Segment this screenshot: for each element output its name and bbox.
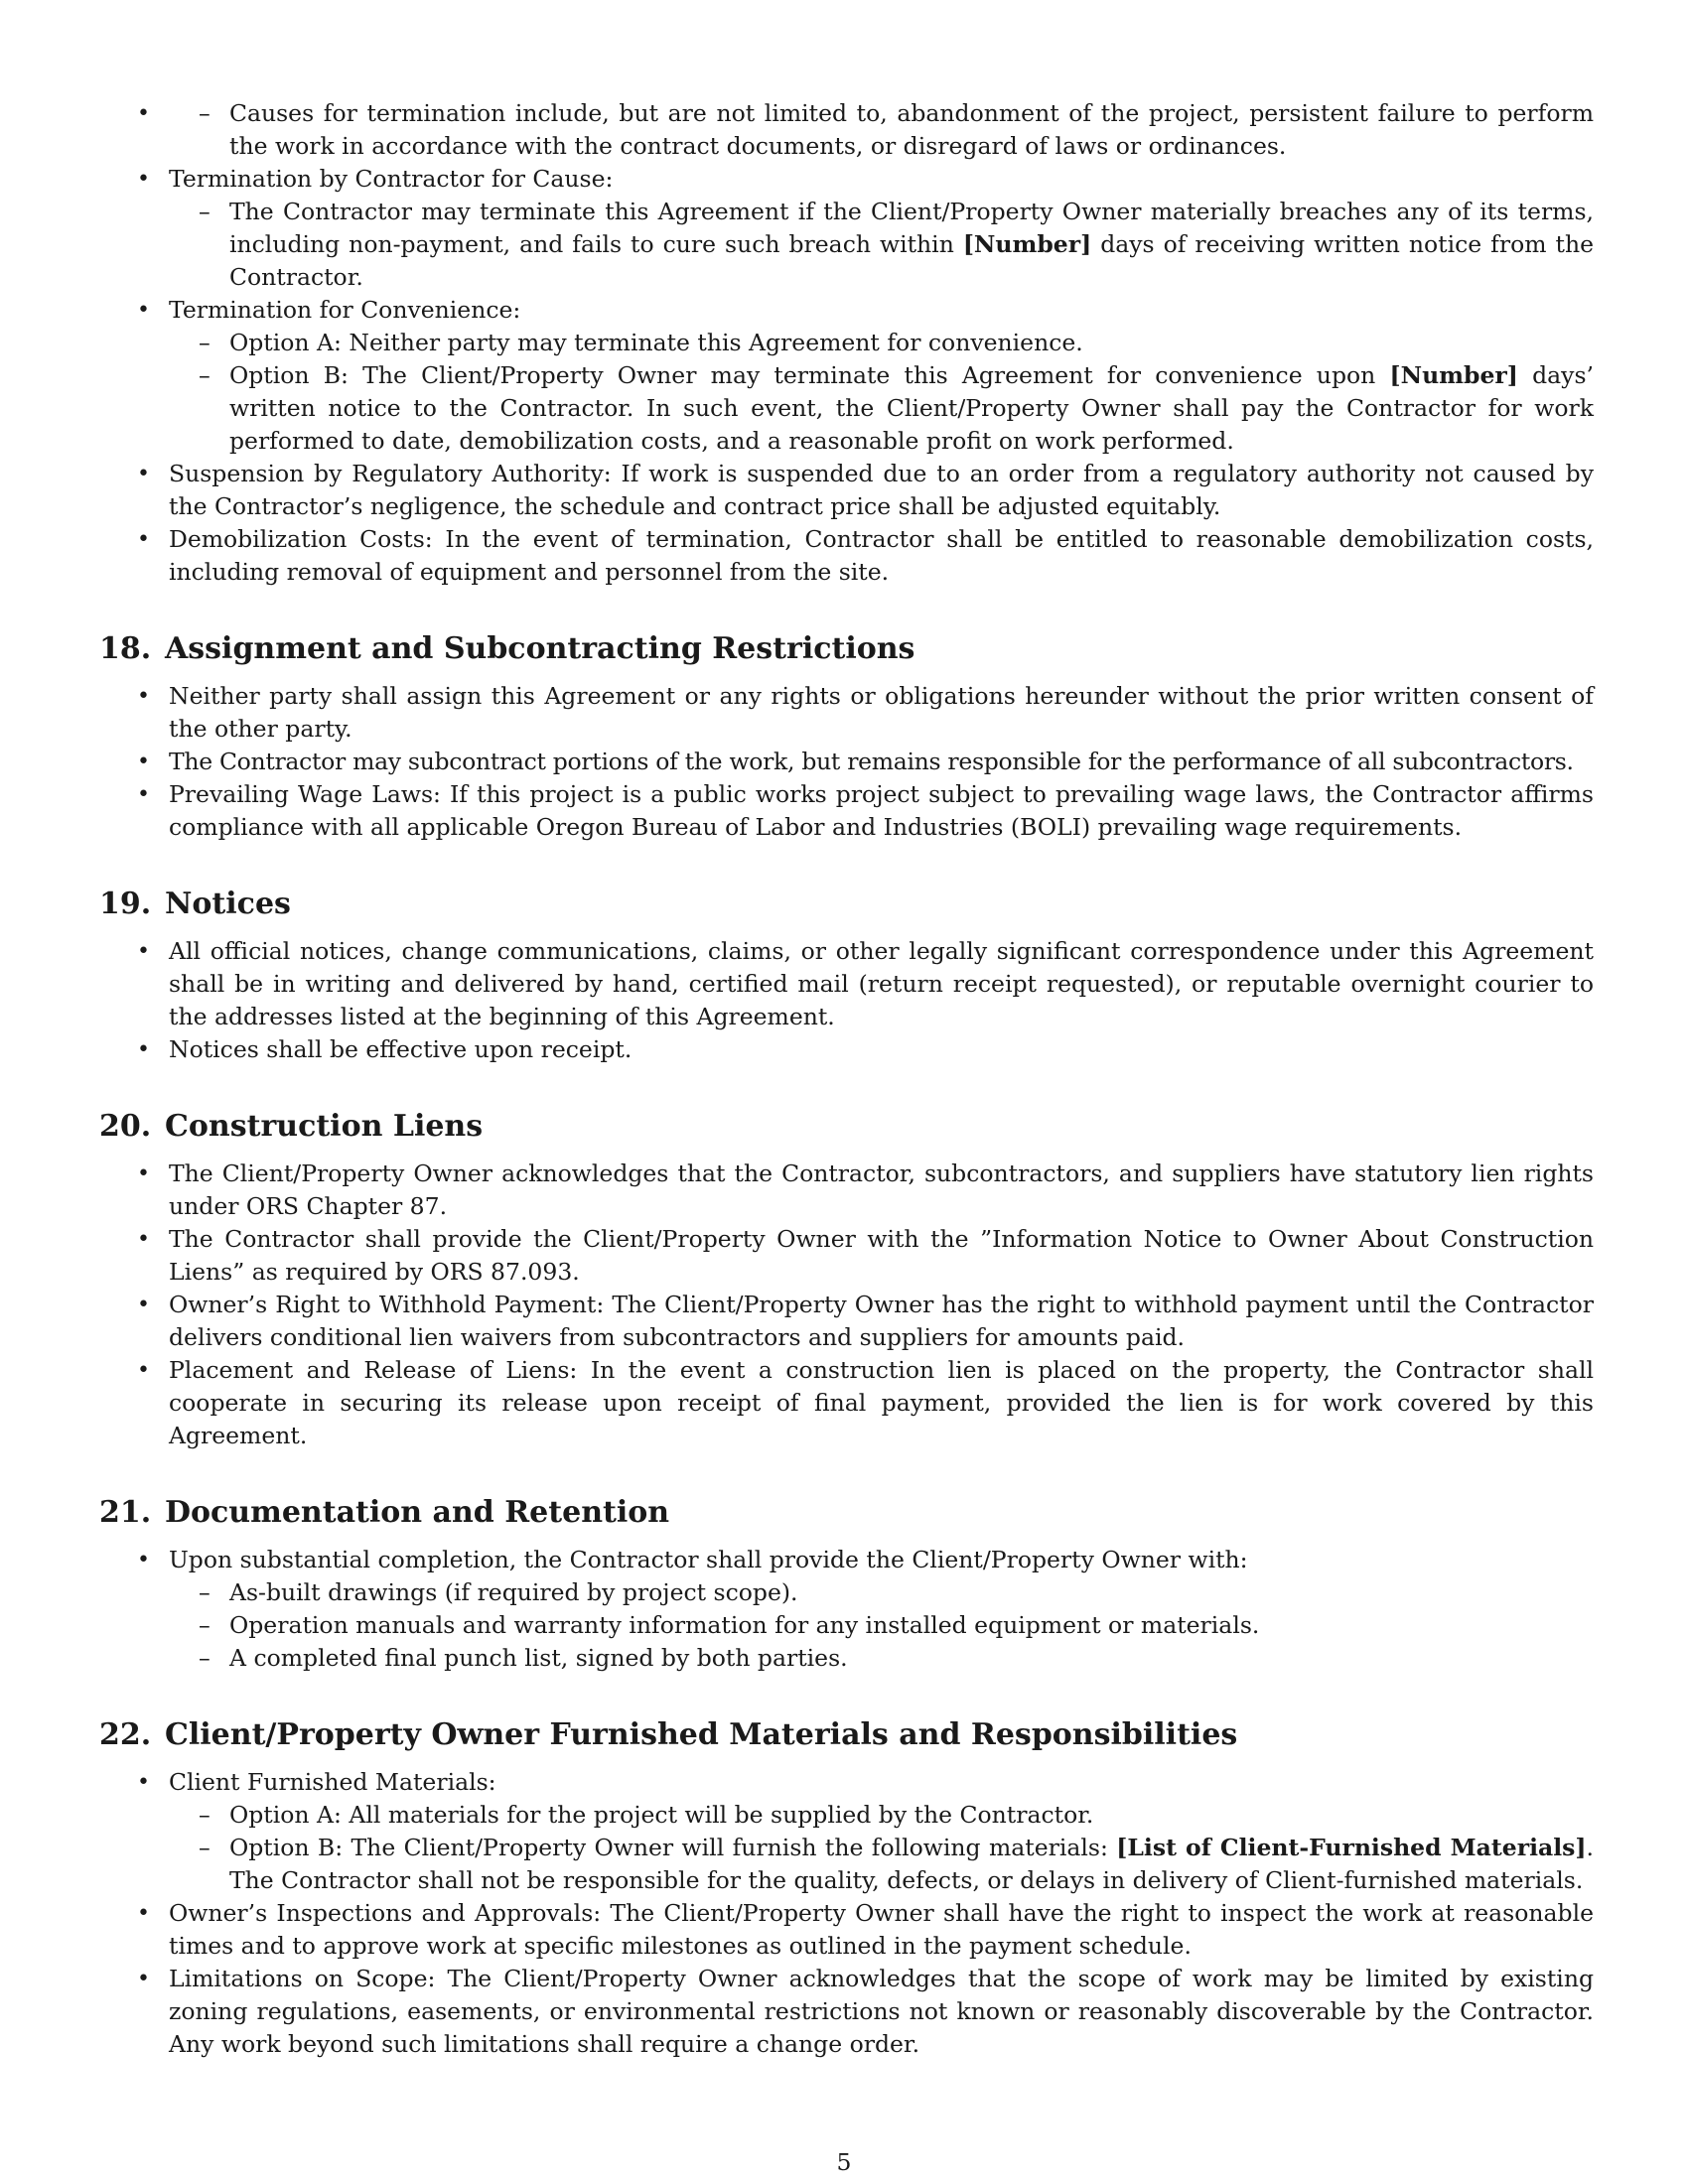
- list-item: • The Client/Property Owner acknowledges that the Contractor, subcontractors, and suppliers have statutory lien rights under ORS Chapter 87.: [99, 1158, 1594, 1223]
- list-item: • Notices shall be effective upon receipt.: [99, 1033, 1594, 1066]
- document-page: [99, 97, 1594, 2061]
- placeholder-materials: [List of Client-Furnished Materials]: [1116, 1834, 1587, 1861]
- sub-list-item: – Operation manuals and warranty information for any installed equipment or materials.: [99, 1609, 1594, 1642]
- section-number: 19.: [99, 887, 152, 921]
- sub-list-item: – As-built drawings (if required by project scope).: [99, 1576, 1594, 1609]
- section-heading-22: [99, 1716, 1594, 1754]
- section-heading-19: [99, 886, 1594, 923]
- list-item: [99, 1766, 1594, 1897]
- termination-continuation-list: [99, 97, 1594, 589]
- page-number: 5: [836, 2148, 852, 2176]
- list-item: • The Contractor may subcontract portions of the work, but remains responsible for the performance of all subcontractors.: [99, 746, 1594, 778]
- section-title: Assignment and Subcontracting Restrictions: [165, 631, 915, 666]
- section-18-list: [99, 680, 1594, 844]
- option-b-item: – Option B: The Client/Property Owner will furnish the following materials: [List of Client-Furnished Materials]. The Contractor shall not be responsible for the quality, defects, or delays in delivery of Client-furnished materials.: [99, 1832, 1594, 1897]
- section-number: 21.: [99, 1495, 152, 1530]
- suspension-item: • Suspension by Regulatory Authority: If work is suspended due to an order from a regulatory authority not caused by the Contractor’s negligence, the schedule and contract price shall be adjusted equitably.: [99, 458, 1594, 523]
- option-a-item: – Option A: Neither party may terminate this Agreement for convenience.: [99, 327, 1594, 359]
- convenience-label: Termination for Convenience:: [169, 296, 521, 324]
- limitations-item: • Limitations on Scope: The Client/Property Owner acknowledges that the scope of work may be limited by existing zoning regulations, easements, or environmental restrictions not known or reasonably discoverable by the Contractor. Any work beyond such limitations shall require a change order.: [99, 1963, 1594, 2061]
- section-19-list: [99, 935, 1594, 1066]
- list-item: • Placement and Release of Liens: In the event a construction lien is placed on the property, the Contractor shall cooperate in securing its release upon receipt of final payment, provided the lien is for work covered by this Agreement.: [99, 1354, 1594, 1452]
- sub-list-item: – A completed final punch list, signed by both parties.: [99, 1642, 1594, 1675]
- placeholder-number: [Number]: [962, 230, 1092, 258]
- section-title: Documentation and Retention: [165, 1495, 670, 1530]
- option-b-item: – Option B: The Client/Property Owner may terminate this Agreement for convenience upon [Number] days’ written notice to the Contractor. In such event, the Client/Property Owner shall pay the Contractor for work performed to date, demobilization costs, and a reasonable profit on work performed.: [99, 359, 1594, 458]
- causes-sub-item: – • Causes for termination include, but are not limited to, abandonment of the project, persistent failure to perform the work in accordance with the contract documents, or disregard of laws or ordinances.: [99, 97, 1594, 163]
- option-a-item: – Option A: All materials for the project will be supplied by the Contractor.: [99, 1799, 1594, 1832]
- list-item: • Prevailing Wage Laws: If this project is a public works project subject to prevailing wage laws, the Contractor affirms compliance with all applicable Oregon Bureau of Labor and Industries (BOLI) prevailing wage requirements.: [99, 778, 1594, 844]
- section-heading-18: [99, 630, 1594, 668]
- list-item: [99, 163, 1594, 294]
- section-number: 18.: [99, 631, 152, 666]
- placeholder-number: [Number]: [1389, 361, 1518, 389]
- section-number: 22.: [99, 1717, 152, 1752]
- list-item: • Neither party shall assign this Agreement or any rights or obligations hereunder without the prior written consent of the other party.: [99, 680, 1594, 746]
- list-item-lead: Upon substantial completion, the Contractor shall provide the Client/Property Owner with:: [169, 1546, 1248, 1573]
- list-item-lead: Client Furnished Materials:: [169, 1768, 496, 1796]
- section-number: 20.: [99, 1109, 152, 1144]
- section-title: Client/Property Owner Furnished Materials and Responsibilities: [165, 1717, 1238, 1752]
- contractor-cause-sub-item: – The Contractor may terminate this Agreement if the Client/Property Owner materially breaches any of its terms, including non-payment, and fails to cure such breach within [Number] days of receiving written notice from the Contractor.: [99, 196, 1594, 294]
- list-item: [99, 1544, 1594, 1675]
- section-title: Construction Liens: [165, 1109, 484, 1144]
- section-heading-21: [99, 1494, 1594, 1532]
- inspections-item: • Owner’s Inspections and Approvals: The Client/Property Owner shall have the right to inspect the work at reasonable times and to approve work at specific milestones as outlined in the payment schedule.: [99, 1897, 1594, 1963]
- section-22-list: [99, 1766, 1594, 2061]
- list-item: • Owner’s Right to Withhold Payment: The Client/Property Owner has the right to withhold payment until the Contractor delivers conditional lien waivers from subcontractors and suppliers for amounts paid.: [99, 1289, 1594, 1354]
- section-20-list: [99, 1158, 1594, 1452]
- section-21-list: [99, 1544, 1594, 1675]
- demobilization-item: • Demobilization Costs: In the event of termination, Contractor shall be entitled to reasonable demobilization costs, including removal of equipment and personnel from the site.: [99, 523, 1594, 589]
- list-item: [99, 97, 1594, 163]
- section-heading-20: [99, 1108, 1594, 1146]
- section-title: Notices: [165, 887, 291, 921]
- contractor-cause-label: Termination by Contractor for Cause:: [169, 165, 614, 193]
- list-item: • All official notices, change communications, claims, or other legally significant correspondence under this Agreement shall be in writing and delivered by hand, certified mail (return receipt requested), or reputable overnight courier to the addresses listed at the beginning of this Agreement.: [99, 935, 1594, 1033]
- list-item: • The Contractor shall provide the Client/Property Owner with the ”Information Notice to Owner About Construction Liens” as required by ORS 87.093.: [99, 1223, 1594, 1289]
- list-item: [99, 294, 1594, 458]
